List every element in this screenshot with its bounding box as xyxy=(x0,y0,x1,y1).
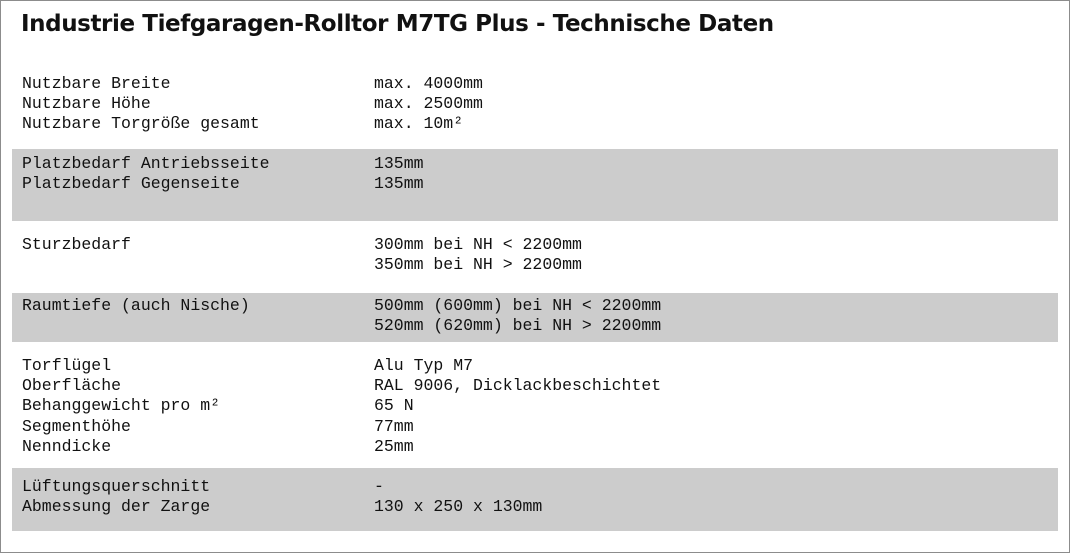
table-row xyxy=(22,437,1058,457)
row-label: Segmenthöhe xyxy=(22,416,131,436)
row-value: 25mm xyxy=(374,436,414,456)
row-label: Sturzbedarf xyxy=(22,235,131,254)
table-row xyxy=(22,74,1058,94)
row-label: Torflügel xyxy=(22,356,112,375)
row-label: Nutzbare Breite xyxy=(22,74,171,93)
table-row xyxy=(22,154,1058,174)
row-value: 77mm xyxy=(374,416,414,436)
row-value: 520mm (620mm) bei NH > 2200mm xyxy=(374,316,662,336)
table-row xyxy=(22,417,1058,437)
table-row xyxy=(22,94,1058,114)
section-lintel xyxy=(12,235,1058,277)
table-row xyxy=(22,497,1058,517)
table-row xyxy=(22,235,1058,255)
row-value: 65 N xyxy=(374,396,414,416)
row-value: RAL 9006, Dicklackbeschichtet xyxy=(374,376,662,396)
section-ventilation-frame xyxy=(12,468,1058,531)
row-value: max. 2500mm xyxy=(374,94,483,114)
row-value: 130 x 250 x 130mm xyxy=(374,497,543,517)
table-row xyxy=(22,477,1058,497)
row-value: 500mm (600mm) bei NH < 2200mm xyxy=(374,296,662,315)
section-dimensions xyxy=(12,74,1058,134)
section-room-depth xyxy=(12,293,1058,342)
row-label: Nenndicke xyxy=(22,436,112,456)
row-value: Alu Typ M7 xyxy=(374,356,474,375)
row-value: 135mm xyxy=(374,154,424,173)
row-label: Raumtiefe (auch Nische) xyxy=(22,296,250,315)
row-label: Platzbedarf Antriebsseite xyxy=(22,154,270,173)
table-row xyxy=(22,174,1058,194)
table-row xyxy=(22,296,1058,316)
row-label: Abmessung der Zarge xyxy=(22,497,211,517)
table-row xyxy=(22,356,1058,376)
row-value: 135mm xyxy=(374,174,424,194)
table-row xyxy=(22,376,1058,396)
row-value: max. 10m² xyxy=(374,114,464,134)
table-row xyxy=(22,316,1058,336)
table-row xyxy=(22,255,1058,275)
row-label: Platzbedarf Gegenseite xyxy=(22,174,240,194)
row-label: Oberfläche xyxy=(22,376,122,396)
row-value: - xyxy=(374,477,384,496)
row-value: 350mm bei NH > 2200mm xyxy=(374,255,582,275)
section-door-leaf xyxy=(12,356,1058,458)
table-row xyxy=(22,396,1058,416)
row-label: Lüftungsquerschnitt xyxy=(22,477,211,496)
page-title: Industrie Tiefgaragen-Rolltor M7TG Plus - Technische Daten xyxy=(21,11,774,37)
section-space-requirement xyxy=(12,149,1058,221)
row-value: max. 4000mm xyxy=(374,74,483,93)
row-value: 300mm bei NH < 2200mm xyxy=(374,235,582,254)
row-label: Nutzbare Torgröße gesamt xyxy=(22,114,260,134)
table-row xyxy=(22,114,1058,134)
row-label: Behanggewicht pro m² xyxy=(22,396,221,416)
row-label: Nutzbare Höhe xyxy=(22,94,151,114)
